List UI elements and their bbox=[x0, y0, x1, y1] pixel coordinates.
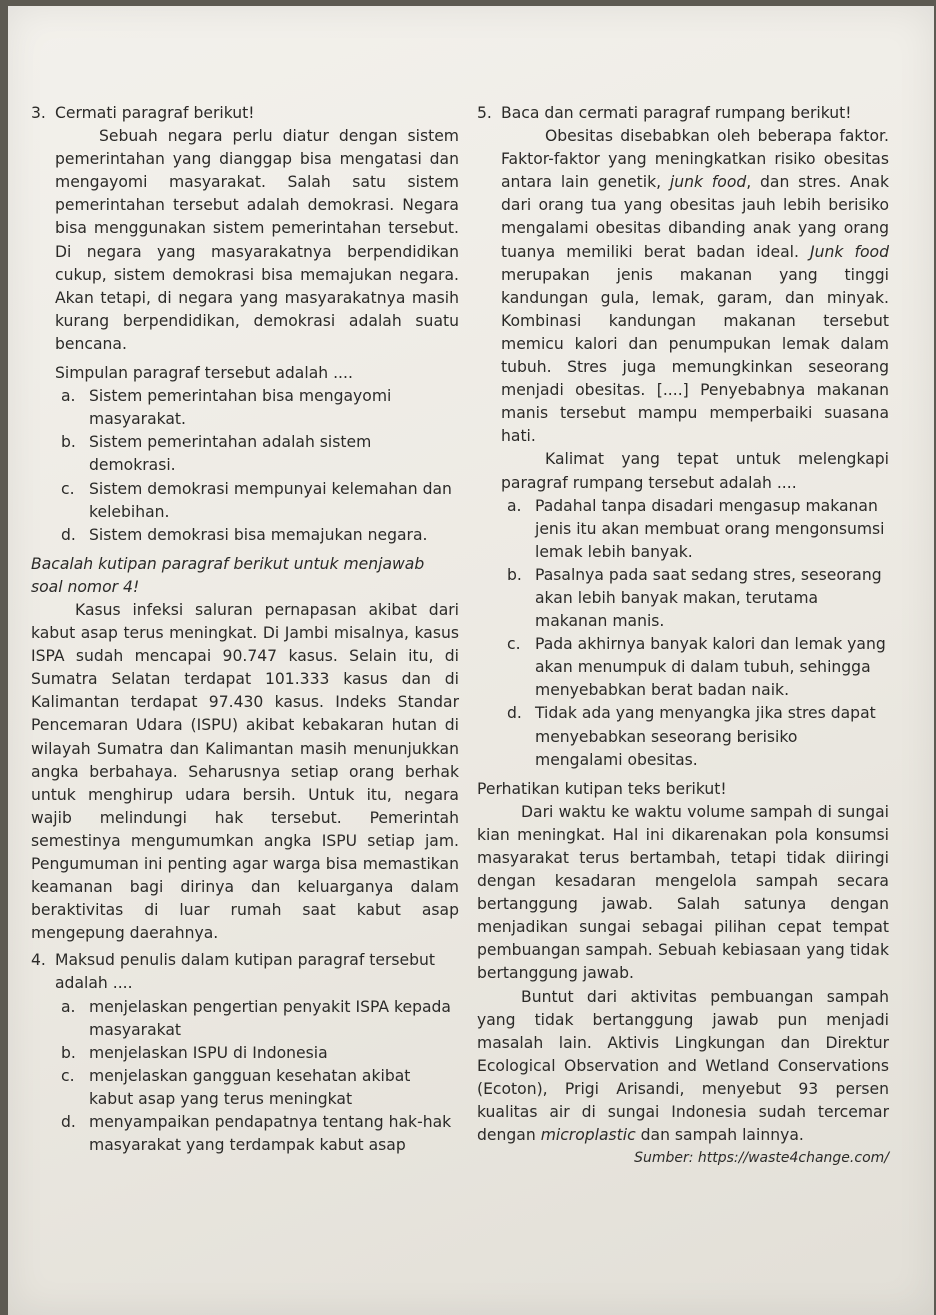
question-intro: Baca dan cermati paragraf rumpang berikut! bbox=[501, 104, 852, 122]
option-text: Sistem demokrasi bisa memajukan negara. bbox=[89, 525, 428, 544]
option-a[interactable] bbox=[507, 495, 889, 564]
question-3 bbox=[31, 102, 459, 547]
question-number: 3. bbox=[31, 104, 46, 122]
option-letter: a. bbox=[61, 997, 76, 1016]
right-column bbox=[477, 102, 889, 1170]
excerpt-intro: Perhatikan kutipan teks berikut! bbox=[477, 779, 727, 798]
option-text: Sistem demokrasi mempunyai kelemahan dan kelebihan. bbox=[89, 479, 452, 521]
question-prompt: Maksud penulis dalam kutipan paragraf tersebut adalah .... bbox=[55, 951, 436, 993]
excerpt-paragraph-2 bbox=[477, 986, 889, 1148]
option-letter: b. bbox=[507, 565, 522, 584]
option-text: Tidak ada yang menyangka jika stres dapat menyebabkan seseorang berisiko mengalami obesitas. bbox=[535, 704, 876, 769]
option-letter: a. bbox=[507, 496, 522, 515]
option-text: menyampaikan pendapatnya tentang hak-hak masyarakat yang terdampak kabut asap bbox=[89, 1113, 452, 1155]
option-letter: c. bbox=[61, 479, 75, 498]
option-b[interactable] bbox=[61, 431, 459, 477]
option-b[interactable] bbox=[507, 564, 889, 633]
option-text: menjelaskan gangguan kesehatan akibat kabut asap yang terus meningkat bbox=[89, 1066, 411, 1108]
option-text: Sistem pemerintahan bisa mengayomi masyarakat. bbox=[89, 387, 392, 429]
option-c[interactable] bbox=[61, 1065, 459, 1111]
option-text: menjelaskan ISPU di Indonesia bbox=[89, 1043, 328, 1062]
option-text: Sistem pemerintahan adalah sistem demokrasi. bbox=[89, 433, 372, 475]
option-letter: a. bbox=[61, 387, 76, 406]
option-text: menjelaskan pengertian penyakit ISPA kepada masyarakat bbox=[89, 997, 451, 1039]
option-a[interactable] bbox=[61, 996, 459, 1042]
question-4 bbox=[31, 949, 459, 1157]
question-prompt: Simpulan paragraf tersebut adalah .... bbox=[55, 364, 353, 383]
option-d[interactable] bbox=[61, 1111, 459, 1157]
option-letter: d. bbox=[61, 525, 76, 544]
paragraph-part: , dan stres. Anak dari orang tua yang obesitas jauh lebih berisiko mengalami obesitas dibanding anak yang orang tuanya memiliki berat badan ideal. bbox=[501, 173, 889, 261]
option-letter: c. bbox=[61, 1066, 75, 1085]
question-5 bbox=[477, 102, 889, 772]
option-a[interactable] bbox=[61, 385, 459, 431]
option-text: Pasalnya pada saat sedang stres, seseorang akan lebih banyak makan, terutama makanan manis. bbox=[535, 565, 882, 631]
option-c[interactable] bbox=[61, 478, 459, 524]
question-number: 4. bbox=[31, 951, 46, 970]
option-text: Pada akhirnya banyak kalori dan lemak yang akan menumpuk di dalam tubuh, sehingga menyebabkan berat badan naik. bbox=[535, 635, 886, 700]
question-prompt: Kalimat yang tepat untuk melengkapi paragraf rumpang tersebut adalah .... bbox=[501, 450, 889, 492]
question-intro: Cermati paragraf berikut! bbox=[55, 104, 255, 122]
question-paragraph bbox=[501, 125, 889, 448]
option-letter: d. bbox=[61, 1113, 76, 1132]
italic-term: microplastic bbox=[540, 1126, 636, 1145]
textbook-page bbox=[8, 6, 934, 1315]
italic-term: Junk food bbox=[810, 242, 889, 261]
left-column bbox=[31, 102, 459, 1157]
option-letter: b. bbox=[61, 1043, 76, 1062]
option-d[interactable] bbox=[61, 524, 459, 547]
paragraph-part: Obesitas disebabkan oleh beberapa faktor. Faktor-faktor yang meningkatkan risiko obesitas antara lain genetik, bbox=[501, 127, 889, 192]
paragraph-part: dan sampah lainnya. bbox=[640, 1126, 804, 1145]
reading-passage: Kasus infeksi saluran pernapasan akibat dari kabut asap terus meningkat. Di Jambi misalnya, kasus ISPA sudah mencapai 90.747 kasus. Selain itu, di Sumatra Selatan terdapat 101.333 kasus dan di Kalimantan terdapat 97.430 kasus. Indeks Standar Pencemaran Udara (ISPU) akibat kebakaran hutan di wilayah Sumatra dan Kalimantan masih menunjukkan angka berbahaya. Seharusnya setiap orang berhak untuk menghirup udara bersih. Untuk itu, negara wajib melindungi hak tersebut. Pemerintah semestinya mengumumkan angka ISPU setiap jam. Pengumuman ini penting agar warga bisa memastikan keamanan bagi dirinya dan keluarganya dalam beraktivitas di luar rumah saat kabut asap mengepung daerahnya. bbox=[31, 600, 459, 943]
option-letter: b. bbox=[61, 433, 76, 452]
option-letter: c. bbox=[507, 635, 521, 654]
question-paragraph: Sebuah negara perlu diatur dengan sistem pemerintahan yang dianggap bisa mengatasi dan mengayomi masyarakat. Salah satu sistem pemerintahan tersebut adalah demokrasi. Negara bisa menggunakan sistem pemerintahan tersebut. Di negara yang masyarakatnya berpendidikan cukup, sistem demokrasi bisa memajukan negara. Akan tetapi, di negara yang masyarakatnya masih kurang berpendidikan, demokrasi adalah suatu bencana. bbox=[55, 127, 459, 353]
question-number: 5. bbox=[477, 104, 492, 122]
paragraph-part: Buntut dari aktivitas pembuangan sampah yang tidak bertanggung jawab pun menjadi masalah lain. Aktivis Lingkungan dan Direktur Ecological Observation and Wetland Conservations (Ecoton), Prigi Arisandi, menyebut 93 persen kualitas air di sungai Indonesia sudah tercemar dengan bbox=[477, 987, 889, 1145]
option-text: Padahal tanpa disadari mengasup makanan jenis itu akan membuat orang mengonsumsi lemak lebih banyak. bbox=[535, 496, 885, 561]
italic-term: junk food bbox=[669, 173, 747, 192]
option-c[interactable] bbox=[507, 633, 889, 702]
option-letter: d. bbox=[507, 704, 522, 723]
source-citation: Sumber: https://waste4change.com/ bbox=[634, 1150, 889, 1167]
option-b[interactable] bbox=[61, 1042, 459, 1065]
option-d[interactable] bbox=[507, 702, 889, 771]
paragraph-part: merupakan jenis makanan yang tinggi kandungan gula, lemak, garam, dan minyak. Kombinasi kandungan makanan tersebut memicu kalori dan penumpukan lemak dalam tubuh. Stres juga memungkinkan seseorang menjadi obesitas. [....] Penyebabnya makanan manis tersebut mampu memperbaiki suasana hati. bbox=[501, 265, 889, 446]
reading-instruction: Bacalah kutipan paragraf berikut untuk menjawab soal nomor 4! bbox=[31, 554, 425, 596]
excerpt-paragraph-1: Dari waktu ke waktu volume sampah di sungai kian meningkat. Hal ini dikarenakan pola konsumsi masyarakat terus bertambah, tetapi tidak diiringi dengan kesadaran mengelola sampah secara bertanggung jawab. Salah satunya dengan menjadikan sungai sebagai pilihan cepat tempat pembuangan sampah. Sebuah kebiasaan yang tidak bertanggung jawab. bbox=[477, 802, 889, 983]
